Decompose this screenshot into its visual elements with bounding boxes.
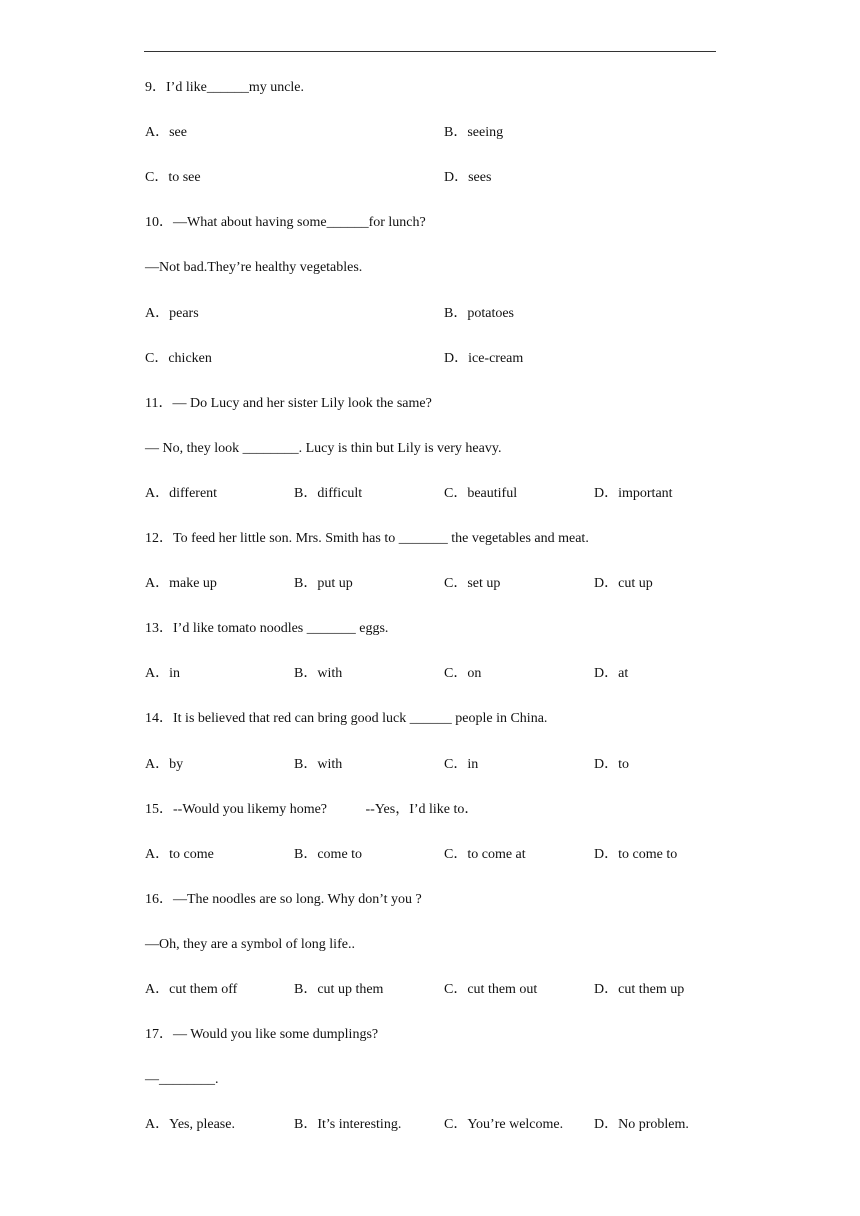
answer-option-b[interactable]: B．with [294, 666, 343, 682]
answer-option-b[interactable]: B．difficult [294, 485, 363, 501]
answer-option-d[interactable]: D．cut up [594, 576, 653, 592]
answer-option-b[interactable]: B．with [294, 756, 343, 772]
question-stem: 13．I’d like tomato noodles _______ eggs. [145, 621, 389, 637]
answer-option-b[interactable]: B．It’s interesting. [294, 1117, 402, 1133]
answer-option-d[interactable]: D．sees [444, 170, 492, 186]
answer-option-d[interactable]: D．important [594, 485, 673, 501]
question-stem: 9．I’d like______my uncle. [145, 80, 305, 95]
answer-option-c[interactable]: C．to see [145, 170, 201, 186]
answer-option-a[interactable]: A．make up [145, 576, 217, 592]
answer-option-a[interactable]: A．in [145, 666, 180, 682]
answer-option-b[interactable]: B．seeing [444, 125, 504, 141]
question-stem: 16．—The noodles are so long. Why don’t you ? [145, 891, 422, 907]
question-stem: 14．It is believed that red can bring good luck ______ people in China. [145, 711, 548, 727]
answer-option-a[interactable]: A．pears [145, 305, 199, 321]
answer-option-d[interactable]: D．to [594, 756, 629, 772]
answer-option-d[interactable]: D．cut them up [594, 982, 685, 997]
question-stem: 15．--Would you likemy home? --Yes，I’d like to． [145, 801, 479, 817]
header-rule [144, 51, 716, 52]
answer-option-a[interactable]: A．to come [145, 846, 214, 862]
answer-option-a[interactable]: A．Yes, please. [145, 1117, 235, 1133]
answer-option-b[interactable]: B．cut up them [294, 982, 384, 997]
answer-option-d[interactable]: D．at [594, 666, 629, 682]
answer-option-d[interactable]: D．ice-cream [444, 350, 524, 366]
answer-option-a[interactable]: A．cut them off [145, 982, 238, 997]
answer-option-c[interactable]: C．cut them out [444, 982, 538, 997]
answer-option-c[interactable]: C．set up [444, 576, 501, 592]
answer-option-a[interactable]: A．by [145, 756, 184, 772]
answer-option-c[interactable]: C．beautiful [444, 485, 518, 501]
answer-option-a[interactable]: A．different [145, 485, 218, 501]
answer-option-c[interactable]: C．on [444, 666, 482, 682]
question-stem: 12．To feed her little son. Mrs. Smith has to _______ the vegetables and meat. [145, 531, 589, 546]
question-dialogue-line: —Oh, they are a symbol of long life.. [145, 936, 355, 952]
question-stem: 17．— Would you like some dumplings? [145, 1027, 379, 1043]
answer-option-b[interactable]: B．put up [294, 576, 353, 592]
answer-option-c[interactable]: C．to come at [444, 846, 526, 862]
question-stem: 11．— Do Lucy and her sister Lily look the same? [145, 395, 432, 411]
question-stem: 10．—What about having some______for lunch? [145, 215, 426, 231]
answer-option-c[interactable]: C．You’re welcome. [444, 1117, 564, 1133]
question-dialogue-line: —Not bad.They’re healthy vegetables. [145, 260, 363, 276]
answer-option-b[interactable]: B．come to [294, 846, 363, 862]
question-dialogue-line: — No, they look ________. Lucy is thin but Lily is very heavy. [145, 440, 502, 456]
answer-option-c[interactable]: C．chicken [145, 350, 212, 366]
answer-option-d[interactable]: D．to come to [594, 846, 678, 862]
answer-option-a[interactable]: A．see [145, 125, 187, 141]
answer-option-b[interactable]: B．potatoes [444, 305, 514, 321]
answer-option-d[interactable]: D．No problem. [594, 1117, 689, 1133]
question-dialogue-line: —________. [145, 1072, 219, 1088]
answer-option-c[interactable]: C．in [444, 756, 479, 772]
